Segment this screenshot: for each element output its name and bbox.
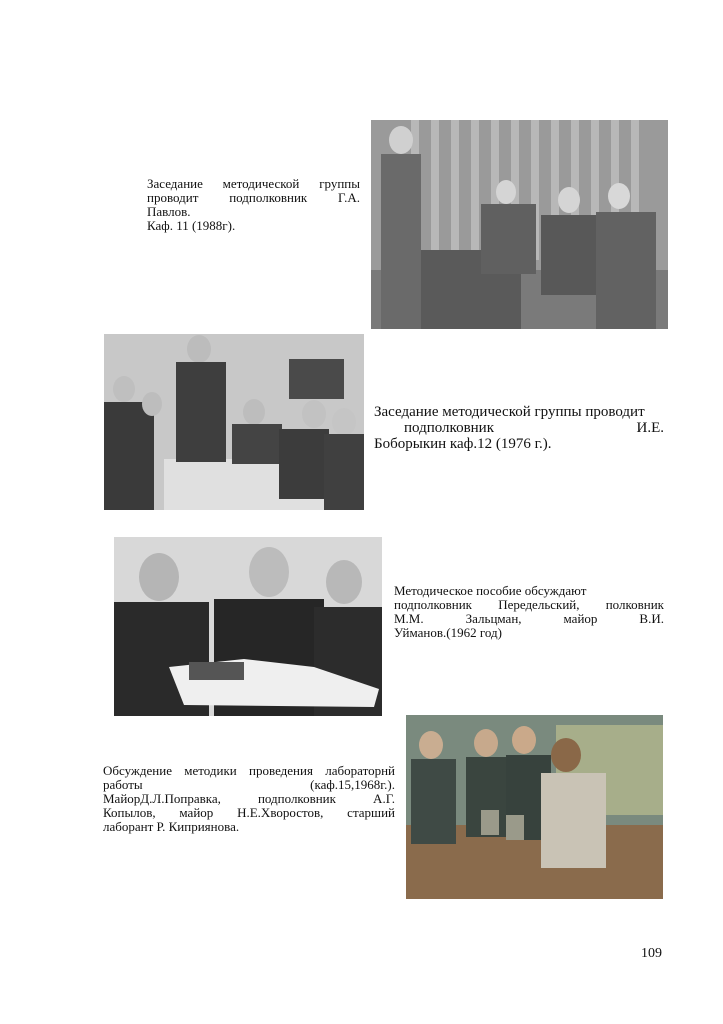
- caption-line: Заседание методической группы: [147, 176, 360, 191]
- caption-line: Методическое пособие обсуждают: [394, 583, 587, 598]
- caption-line: М.М. Зальцман, майор В.И.: [394, 611, 664, 627]
- caption-line: Обсуждение методики проведения лабораторнй: [103, 763, 395, 778]
- caption-line: Заседание методической группы проводит: [374, 404, 645, 420]
- caption-lab-discussion: [103, 764, 395, 834]
- caption-line: МайорД.Л.Поправка, подполковник А.Г.: [103, 791, 395, 807]
- photo-manual-discussion: [114, 537, 382, 716]
- photo-lab-discussion: [406, 715, 663, 899]
- caption-line: Каф. 11 (1988г).: [147, 218, 236, 234]
- caption-line: лаборант Р. Киприянова.: [103, 819, 240, 835]
- caption-line: работы (каф.15,1968г.).: [103, 777, 395, 793]
- caption-line: Боборыкин каф.12 (1976 г.).: [374, 436, 552, 453]
- photo-meeting-pavlov: [371, 120, 668, 329]
- caption-line: Копылов, майор Н.Е.Хворостов, старший: [103, 805, 395, 821]
- caption-line: Павлов.: [147, 204, 191, 220]
- caption-line: проводит подполковник Г.А.: [147, 190, 360, 206]
- caption-line: Уйманов.(1962 год): [394, 625, 502, 641]
- caption-line: подполковник И.Е.: [404, 420, 664, 437]
- caption-manual-discussion: [394, 584, 664, 640]
- caption-meeting-pavlov: [147, 177, 360, 233]
- page-number: 109: [641, 946, 662, 961]
- photo-meeting-boborykin: [104, 334, 364, 510]
- caption-meeting-boborykin: [374, 404, 664, 453]
- caption-line: подполковник Передельский, полковник: [394, 597, 664, 613]
